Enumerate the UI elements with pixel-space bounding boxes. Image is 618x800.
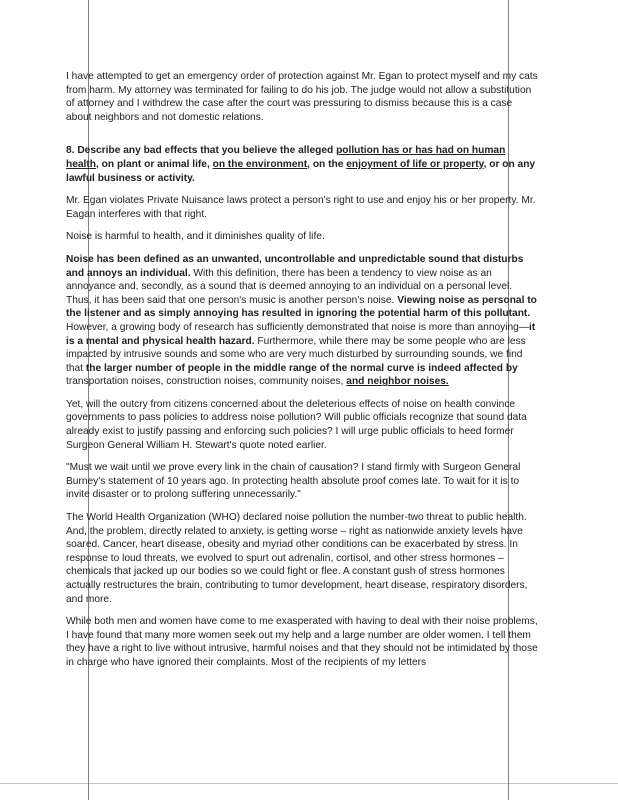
q8-text: , or on any lawful business or activity. bbox=[66, 158, 536, 184]
q8-text: , on plant or animal life, bbox=[96, 158, 213, 170]
scan-artifact-line bbox=[0, 783, 618, 784]
bold-text: it is a mental and physical health hazard. bbox=[66, 321, 536, 347]
body-text: Furthermore, while there may be some people who are less impacted by intrusive sounds and some who are very much disturbed by surrounding sounds, we find that bbox=[66, 335, 526, 374]
bold-text: Noise has been defined as an unwanted, uncontrollable and unpredictable sound that disturbs and annoys an individual. bbox=[66, 253, 524, 279]
body-text: However, a growing body of research has sufficiently demonstrated that noise is more than annoying— bbox=[66, 321, 530, 333]
q8-underlined: enjoyment of life or property bbox=[346, 158, 484, 170]
bold-text: Viewing noise as personal to the listener and as simply annoying has resulted in ignoring the potential harm of this pollutant. bbox=[66, 294, 537, 320]
paragraph-noise-harmful: Noise is harmful to health, and it diminishes quality of life. bbox=[66, 231, 325, 243]
paragraph-private-nuisance: Mr. Egan violates Private Nuisance laws protect a person's right to use and enjoy his or her property. Mr. Eagan interferes with that right. bbox=[66, 195, 536, 220]
paragraph-noise-definition bbox=[66, 253, 540, 389]
q8-text: , on the bbox=[307, 158, 347, 170]
paragraph-protection-order: I have attempted to get an emergency order of protection against Mr. Egan to protect myself and my cats from harm. My attorney was terminated for failing to do his job. The judge would not allow a substitution of attorney and I withdrew the case after the court was pressuring to dismiss because this is a case about neighbors and not domestic relations. bbox=[66, 71, 538, 123]
q8-underlined: pollution has or has had on human health bbox=[66, 145, 506, 170]
question-8 bbox=[66, 144, 540, 185]
document-body bbox=[66, 70, 540, 679]
q8-text: 8. Describe any bad effects that you believe the alleged bbox=[66, 145, 337, 157]
paragraph-quote: "Must we wait until we prove every link in the chain of causation? I stand firmly with Surgeon General Burney's statement of 10 years ago. In protecting health absolute proof comes late. To wait for it is to invite disaster or to prolong suffering unnecessarily." bbox=[66, 462, 521, 501]
body-text: With this definition, there has been a tendency to view noise as an annoyance and, secondly, as a sound that is deemed annoying to an individual on a personal level. Thus, it has been said that one person's music is another person's noise. bbox=[66, 267, 513, 306]
body-text: transportation noises, construction noises, community noises, bbox=[66, 376, 347, 388]
paragraph-women: While both men and women have come to me exasperated with having to deal with their noise problems, I have found that many more women seek out my help and a large number are older women. I tell them they have a right to live without intrusive, harmful noises and that they should not be intimidated by those in charge who have ignored their complaints. Most of the recipients of my letters bbox=[66, 616, 538, 668]
q8-underlined: on the environment bbox=[212, 158, 308, 170]
paragraph-public-officials: Yet, will the outcry from citizens concerned about the deleterious effects of noise on health convince governments to pass policies to address noise pollution? Will public officials recognize that sound data already exist to justify passing and enforcing such policies? I will urge public officials to heed former Surgeon General William H. Stewart's quote noted earlier. bbox=[66, 398, 527, 451]
paragraph-who: The World Health Organization (WHO) declared noise pollution the number-two threat to public health. And, the problem, directly related to anxiety, is getting worse – right as nationwide anxiety levels have soared. Cancer, heart disease, obesity and myriad other conditions can be exacerbated by stress. In response to loud threats, we evolved to spurt out adrenalin, cortisol, and other stress hormones – chemicals that jacked up our bodies so we could fight or flee. A constant gush of stress hormones actually restructures the brain, contributing to tumor development, heart disease, respiratory disorders, and more. bbox=[66, 512, 528, 605]
bold-underlined-text: and neighbor noises. bbox=[346, 376, 449, 388]
bold-text: the larger number of people in the middle range of the normal curve is indeed affected by bbox=[85, 362, 518, 374]
